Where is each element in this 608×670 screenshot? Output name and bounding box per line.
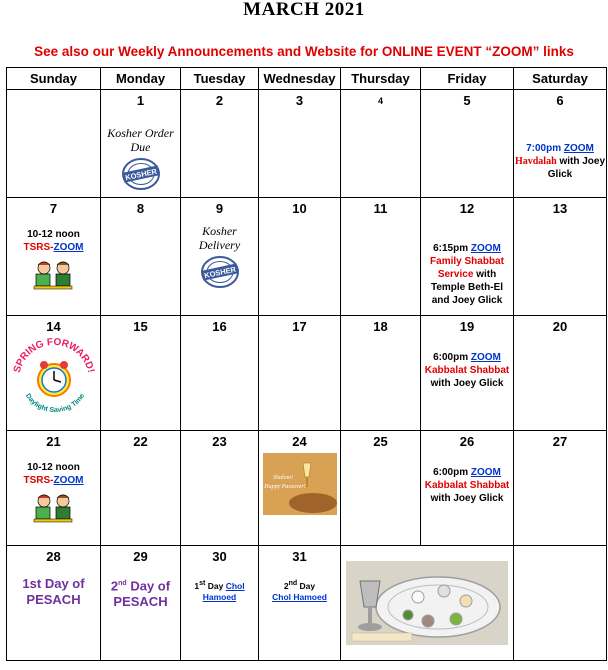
tsrs-event xyxy=(7,228,100,254)
chol-hamoed-link[interactable]: Chol Hamoed xyxy=(272,591,327,602)
seder-plate-cell xyxy=(341,546,514,661)
kabbalat-with: with Joey Glick xyxy=(430,493,504,504)
week-row-3 xyxy=(7,316,607,431)
date-number: 25 xyxy=(373,434,388,449)
day-cell-4[interactable] xyxy=(341,90,421,198)
stamp-label: KOSHER xyxy=(123,166,158,183)
ordinal-number: 2 xyxy=(283,580,289,591)
kosher-order-due-text: Kosher Order Due xyxy=(107,126,174,154)
pesach-day1 xyxy=(7,576,100,608)
day-cell-6[interactable] xyxy=(514,90,607,198)
family-shabbat-with: with Temple Beth-El and Joey Glick xyxy=(430,269,504,306)
separator: - xyxy=(50,475,54,486)
day-cell-31[interactable] xyxy=(259,546,341,661)
day-cell-14[interactable] xyxy=(7,316,101,431)
date-number: 20 xyxy=(552,319,568,334)
day-cell-2[interactable] xyxy=(181,90,259,198)
day-cell-19[interactable] xyxy=(421,316,514,431)
day-cell-24[interactable] xyxy=(259,431,341,546)
zoom-link[interactable]: ZOOM xyxy=(470,467,501,478)
date-number: 17 xyxy=(292,319,307,334)
date-number: 10 xyxy=(292,201,307,216)
date-number: 30 xyxy=(212,549,227,564)
day-cell-3[interactable] xyxy=(259,90,341,198)
day-cell-22[interactable] xyxy=(101,431,181,546)
hamoed-link[interactable]: Hamoed xyxy=(202,591,237,602)
day-cell-21[interactable] xyxy=(7,431,101,546)
date-number: 26 xyxy=(459,434,475,449)
kids-reading-icon xyxy=(32,491,76,523)
day-cell-1[interactable] xyxy=(101,90,181,198)
tsrs-event xyxy=(7,461,100,487)
calendar-title: MARCH 2021 xyxy=(243,0,365,20)
date-number: 1 xyxy=(136,93,145,108)
date-number: 22 xyxy=(133,434,148,449)
family-shabbat-event xyxy=(421,242,513,307)
weekday-wednesday: Wednesday xyxy=(259,68,341,90)
day-word: Day xyxy=(297,580,316,591)
kabbalat-with: with Joey Glick xyxy=(430,378,504,389)
day-cell-26[interactable] xyxy=(421,431,514,546)
day-cell-13[interactable] xyxy=(514,198,607,316)
day-cell-30[interactable] xyxy=(181,546,259,661)
week-row-5 xyxy=(7,546,607,661)
zoom-link[interactable]: ZOOM xyxy=(470,243,501,254)
date-number: 4 xyxy=(377,96,383,106)
date-number: 31 xyxy=(292,549,307,564)
day-cell-27[interactable] xyxy=(514,431,607,546)
event-time: 7:00pm xyxy=(526,143,562,154)
zoom-link[interactable]: ZOOM xyxy=(563,143,594,154)
kosher-stamp-icon xyxy=(121,157,161,191)
day-cell-10[interactable] xyxy=(259,198,341,316)
zoom-link[interactable]: ZOOM xyxy=(470,352,501,363)
tsrs-label: TSRS xyxy=(23,242,51,253)
event-time: 10-12 noon xyxy=(27,229,80,240)
havdalah-label: Havdalah xyxy=(514,156,557,167)
separator: - xyxy=(50,242,54,253)
date-number: 21 xyxy=(46,434,61,449)
day-cell-17[interactable] xyxy=(259,316,341,431)
event-time: 10-12 noon xyxy=(27,462,80,473)
day-cell-20[interactable] xyxy=(514,316,607,431)
kabbalat-shabbat-label: Kabbalat Shabbat xyxy=(424,365,510,376)
day-cell-23[interactable] xyxy=(181,431,259,546)
weekday-header-row xyxy=(7,68,607,90)
weekday-tuesday: Tuesday xyxy=(181,68,259,90)
spring-forward-clock-icon xyxy=(11,334,97,414)
kosher-delivery-text: Kosher Delivery xyxy=(198,224,241,252)
kabbalat-shabbat-event xyxy=(421,351,513,390)
tsrs-label: TSRS xyxy=(23,475,51,486)
weekday-monday: Monday xyxy=(101,68,181,90)
passover-greeting-image xyxy=(263,453,337,515)
havdalah-event xyxy=(514,142,606,181)
day-cell-29[interactable] xyxy=(101,546,181,661)
date-number: 9 xyxy=(215,201,224,216)
day-cell-8[interactable] xyxy=(101,198,181,316)
kids-reading-icon xyxy=(32,258,76,290)
pesach-day1-line1: 1st Day of xyxy=(22,576,85,591)
weekday-friday: Friday xyxy=(421,68,514,90)
date-number: 14 xyxy=(46,319,61,334)
date-number: 18 xyxy=(373,319,388,334)
passover-greeting-line1: Shalom! xyxy=(272,475,293,481)
day-cell-12[interactable] xyxy=(421,198,514,316)
day-cell-25[interactable] xyxy=(341,431,421,546)
kosher-stamp-icon xyxy=(200,255,240,289)
day-cell-16[interactable] xyxy=(181,316,259,431)
date-number: 3 xyxy=(295,93,304,108)
weekday-thursday: Thursday xyxy=(341,68,421,90)
event-time: 6:00pm xyxy=(433,467,469,478)
stamp-label: KOSHER xyxy=(202,264,237,281)
chol-hamoed-day2 xyxy=(259,578,340,603)
ordinal-suffix: nd xyxy=(118,580,127,587)
weekday-saturday: Saturday xyxy=(514,68,607,90)
date-number: 13 xyxy=(552,201,568,216)
day-cell-9[interactable] xyxy=(181,198,259,316)
date-number: 8 xyxy=(136,201,145,216)
day-cell-5[interactable] xyxy=(421,90,514,198)
zoom-link[interactable]: ZOOM xyxy=(53,475,84,486)
date-number: 11 xyxy=(373,201,388,216)
date-number: 7 xyxy=(49,201,58,216)
date-number: 16 xyxy=(212,319,227,334)
day-cell-empty xyxy=(7,90,101,198)
week-row-2 xyxy=(7,198,607,316)
event-time: 6:00pm xyxy=(433,352,469,363)
week-row-1 xyxy=(7,90,607,198)
pesach-day2-line1: Day of xyxy=(126,578,171,594)
calendar-grid xyxy=(6,67,607,661)
ordinal-number: 2 xyxy=(110,578,119,594)
ordinal-suffix: st xyxy=(199,580,206,587)
event-time: 6:15pm xyxy=(433,243,469,254)
date-number: 27 xyxy=(552,434,568,449)
ordinal-number: 1 xyxy=(194,580,200,591)
day-cell-18[interactable] xyxy=(341,316,421,431)
kabbalat-shabbat-label: Kabbalat Shabbat xyxy=(424,480,510,491)
family-shabbat-label: Family Shabbat Service xyxy=(430,256,504,280)
seder-plate-image xyxy=(346,561,508,645)
date-number: 2 xyxy=(215,93,224,108)
kabbalat-shabbat-event xyxy=(421,466,513,505)
week-row-4 xyxy=(7,431,607,546)
date-number: 29 xyxy=(133,549,148,564)
daylight-saving-text: Daylight Saving Time xyxy=(23,392,86,414)
pesach-day1-line2: PESACH xyxy=(26,592,81,607)
chol-hamoed-day1 xyxy=(181,578,258,603)
weekday-sunday: Sunday xyxy=(7,68,101,90)
chol-link[interactable]: Chol xyxy=(225,580,245,591)
date-number: 15 xyxy=(133,319,148,334)
date-number: 23 xyxy=(212,434,227,449)
day-cell-15[interactable] xyxy=(101,316,181,431)
ordinal-suffix: nd xyxy=(288,580,298,587)
date-number: 5 xyxy=(463,93,471,108)
passover-greeting-line2: Happy Passover! xyxy=(263,484,306,490)
date-number: 19 xyxy=(459,319,475,334)
day-cell-empty xyxy=(514,546,607,661)
day-cell-7[interactable] xyxy=(7,198,101,316)
date-number: 6 xyxy=(556,93,564,108)
zoom-link[interactable]: ZOOM xyxy=(53,242,84,253)
spring-forward-text: SPRING FORWARD! xyxy=(11,336,96,375)
pesach-day2 xyxy=(101,576,180,610)
day-word: Day xyxy=(205,580,226,591)
day-cell-11[interactable] xyxy=(341,198,421,316)
date-number: 12 xyxy=(459,201,475,216)
day-cell-28[interactable] xyxy=(7,546,101,661)
pesach-day2-line2: PESACH xyxy=(113,594,168,610)
date-number: 28 xyxy=(46,549,61,564)
zoom-notice: See also our Weekly Announcements and Website for ONLINE EVENT “ZOOM” links xyxy=(34,44,574,59)
date-number: 24 xyxy=(292,434,307,449)
havdalah-with: with Joey Glick xyxy=(547,156,606,180)
